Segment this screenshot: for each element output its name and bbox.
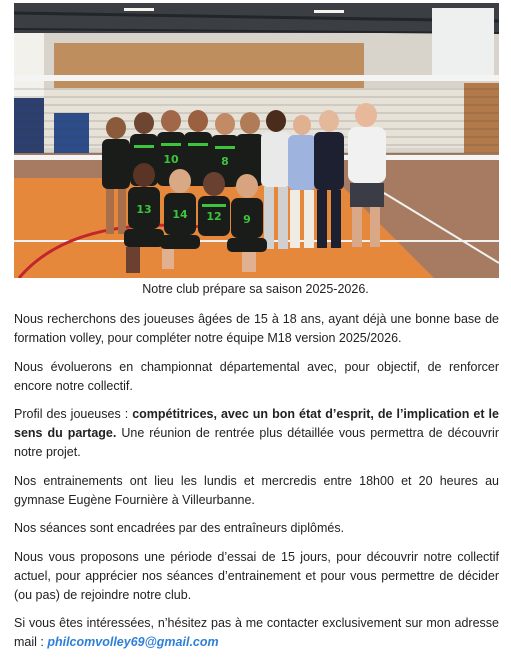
paragraph: Nous évoluerons en championnat départemental avec, pour objectif, de renforcer encore notre collectif. <box>14 359 499 393</box>
photo-caption: Notre club prépare sa saison 2025-2026. <box>142 282 369 296</box>
jersey-number: 9 <box>243 213 251 226</box>
profile-intro: Profil des joueuses : <box>14 407 133 421</box>
paragraph: Nos séances sont encadrées par des entraîneurs diplômés. <box>14 521 345 535</box>
jersey-number: 13 <box>136 203 152 216</box>
paragraph <box>14 405 499 462</box>
jersey-number: 8 <box>221 155 229 168</box>
team-photo <box>14 3 499 278</box>
jersey-number: 12 <box>206 210 222 223</box>
jersey-number: 14 <box>172 208 188 221</box>
body-text <box>14 310 499 652</box>
contact-intro: Si vous êtes intéressées, n’hésitez pas à me contacter exclusivement sur mon adresse mail : <box>14 616 499 649</box>
paragraph: Nous recherchons des joueuses âgées de 15 à 18 ans, ayant déjà une bonne base de formation volley, pour compléter notre équipe M18 version 2025/2026. <box>14 312 499 345</box>
jersey-number: 10 <box>163 153 179 166</box>
email-link[interactable]: philcomvolley69@gmail.com <box>47 635 219 649</box>
paragraph: Nos entrainements ont lieu les lundis et mercredis entre 18h00 et 20 heures au gymnase Eugène Fournière à Villeurbanne. <box>14 473 499 507</box>
paragraph: Nous vous proposons une période d’essai de 15 jours, pour découvrir notre collectif actuel, pour apprécier nos séances d’entrainement et pour vous permettre de décider (ou pas) de rejoindre notre club. <box>14 549 499 602</box>
profile-bold: compétitrices, avec un bon état d’esprit, de l’implication et le sens du partage. <box>14 407 499 440</box>
profile-rest: Une réunion de rentrée plus détaillée vous permettra de découvrir notre projet. <box>14 426 499 459</box>
paragraph <box>14 614 499 652</box>
